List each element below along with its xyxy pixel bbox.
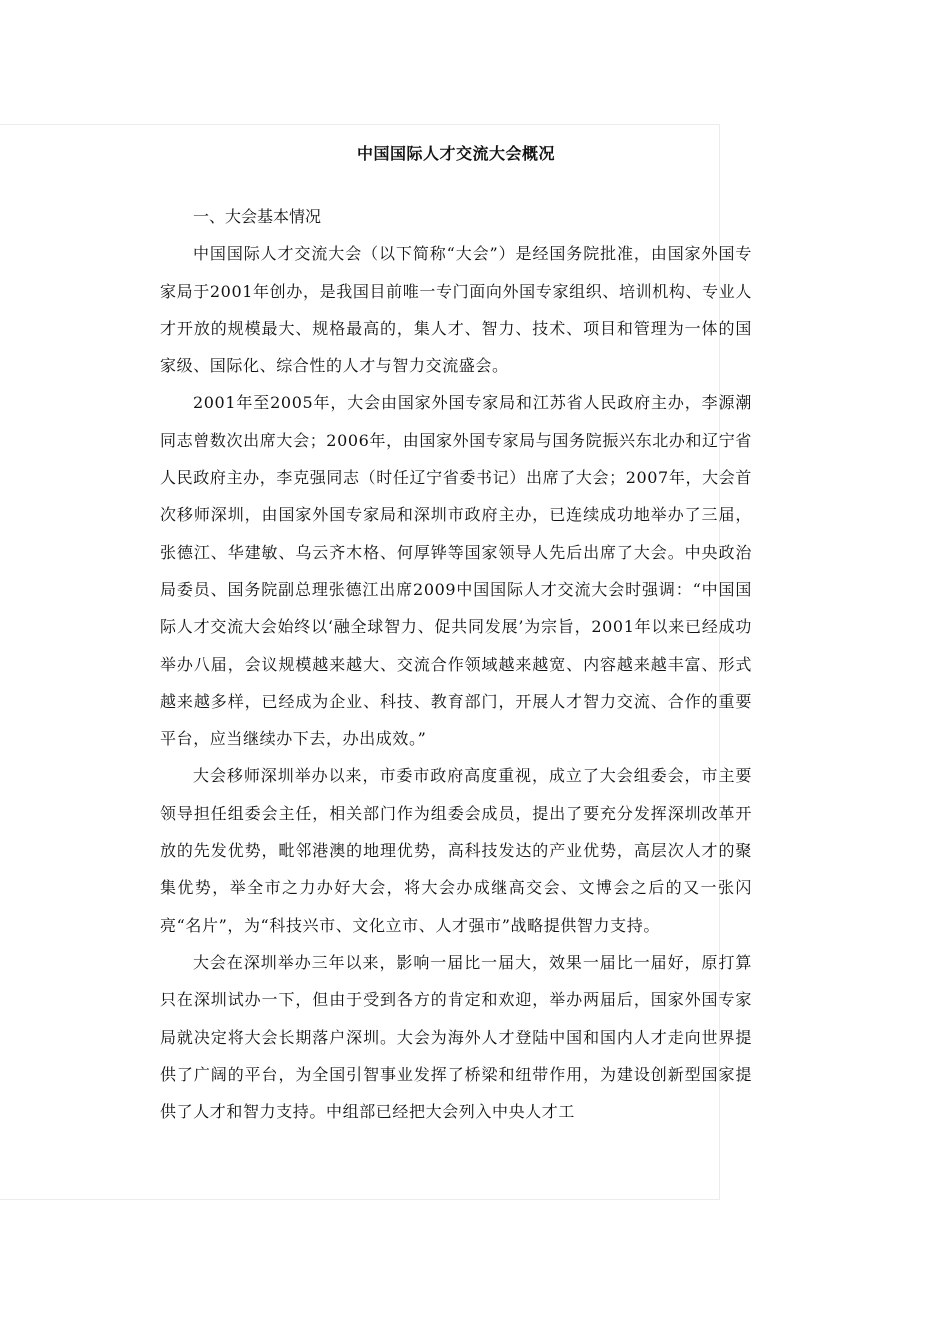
paragraph-history: 2001年至2005年，大会由国家外国专家局和江苏省人民政府主办，李源潮同志曾数次出席大会；2006年，由国家外国专家局与国务院振兴东北办和辽宁省人民政府主办，李克强同志（时任辽宁省委书记）出席了大会；2007年，大会首次移师深圳，由国家外国专家局和深圳市政府主办，已连续成功地举办了三届，张德江、华建敏、乌云齐木格、何厚铧等国家领导人先后出席了大会。中央政治局委员、国务院副总理张德江出席2009中国国际人才交流大会时强调：“中国国际人才交流大会始终以‘融全球智力、促共同发展’为宗旨，2001年以来已经成功举办八届，会议规模越来越大、交流合作领域越来越宽、内容越来越丰富、形式越来越多样，已经成为企业、科技、教育部门，开展人才智力交流、合作的重要平台，应当继续办下去，办出成效。” (160, 393, 752, 749)
paragraph-impact: 大会在深圳举办三年以来，影响一届比一届大，效果一届比一届好，原打算只在深圳试办一下，但由于受到各方的肯定和欢迎，举办两届后，国家外国专家局就决定将大会长期落户深圳。大会为海外人才登陆中国和国内人才走向世界提供了广阔的平台，为全国引智事业发挥了桥梁和纽带作用，为建设创新型国家提供了人才和智力支持。中组部已经把大会列入中央人才工 (160, 952, 752, 1122)
document-body (160, 138, 752, 1130)
section-heading: 一、大会基本情况 (193, 207, 322, 226)
document-title: 中国国际人才交流大会概况 (356, 144, 555, 163)
paragraph-shenzhen: 大会移师深圳举办以来，市委市政府高度重视，成立了大会组委会，市主要领导担任组委会主任，相关部门作为组委会成员，提出了要充分发挥深圳改革开放的先发优势，毗邻港澳的地理优势，高科技发达的产业优势，高层次人才的聚集优势，举全市之力办好大会，将大会办成继高交会、文博会之后的又一张闪亮“名片”，为“科技兴市、文化立市、人才强市”战略提供智力支持。 (160, 766, 752, 935)
paragraph-intro: 中国国际人才交流大会（以下简称“大会”）是经国务院批准，由国家外国专家局于2001年创办，是我国目前唯一专门面向外国专家组织、培训机构、专业人才开放的规模最大、规格最高的，集人才、智力、技术、项目和管理为一体的国家级、国际化、综合性的人才与智力交流盛会。 (160, 244, 752, 376)
